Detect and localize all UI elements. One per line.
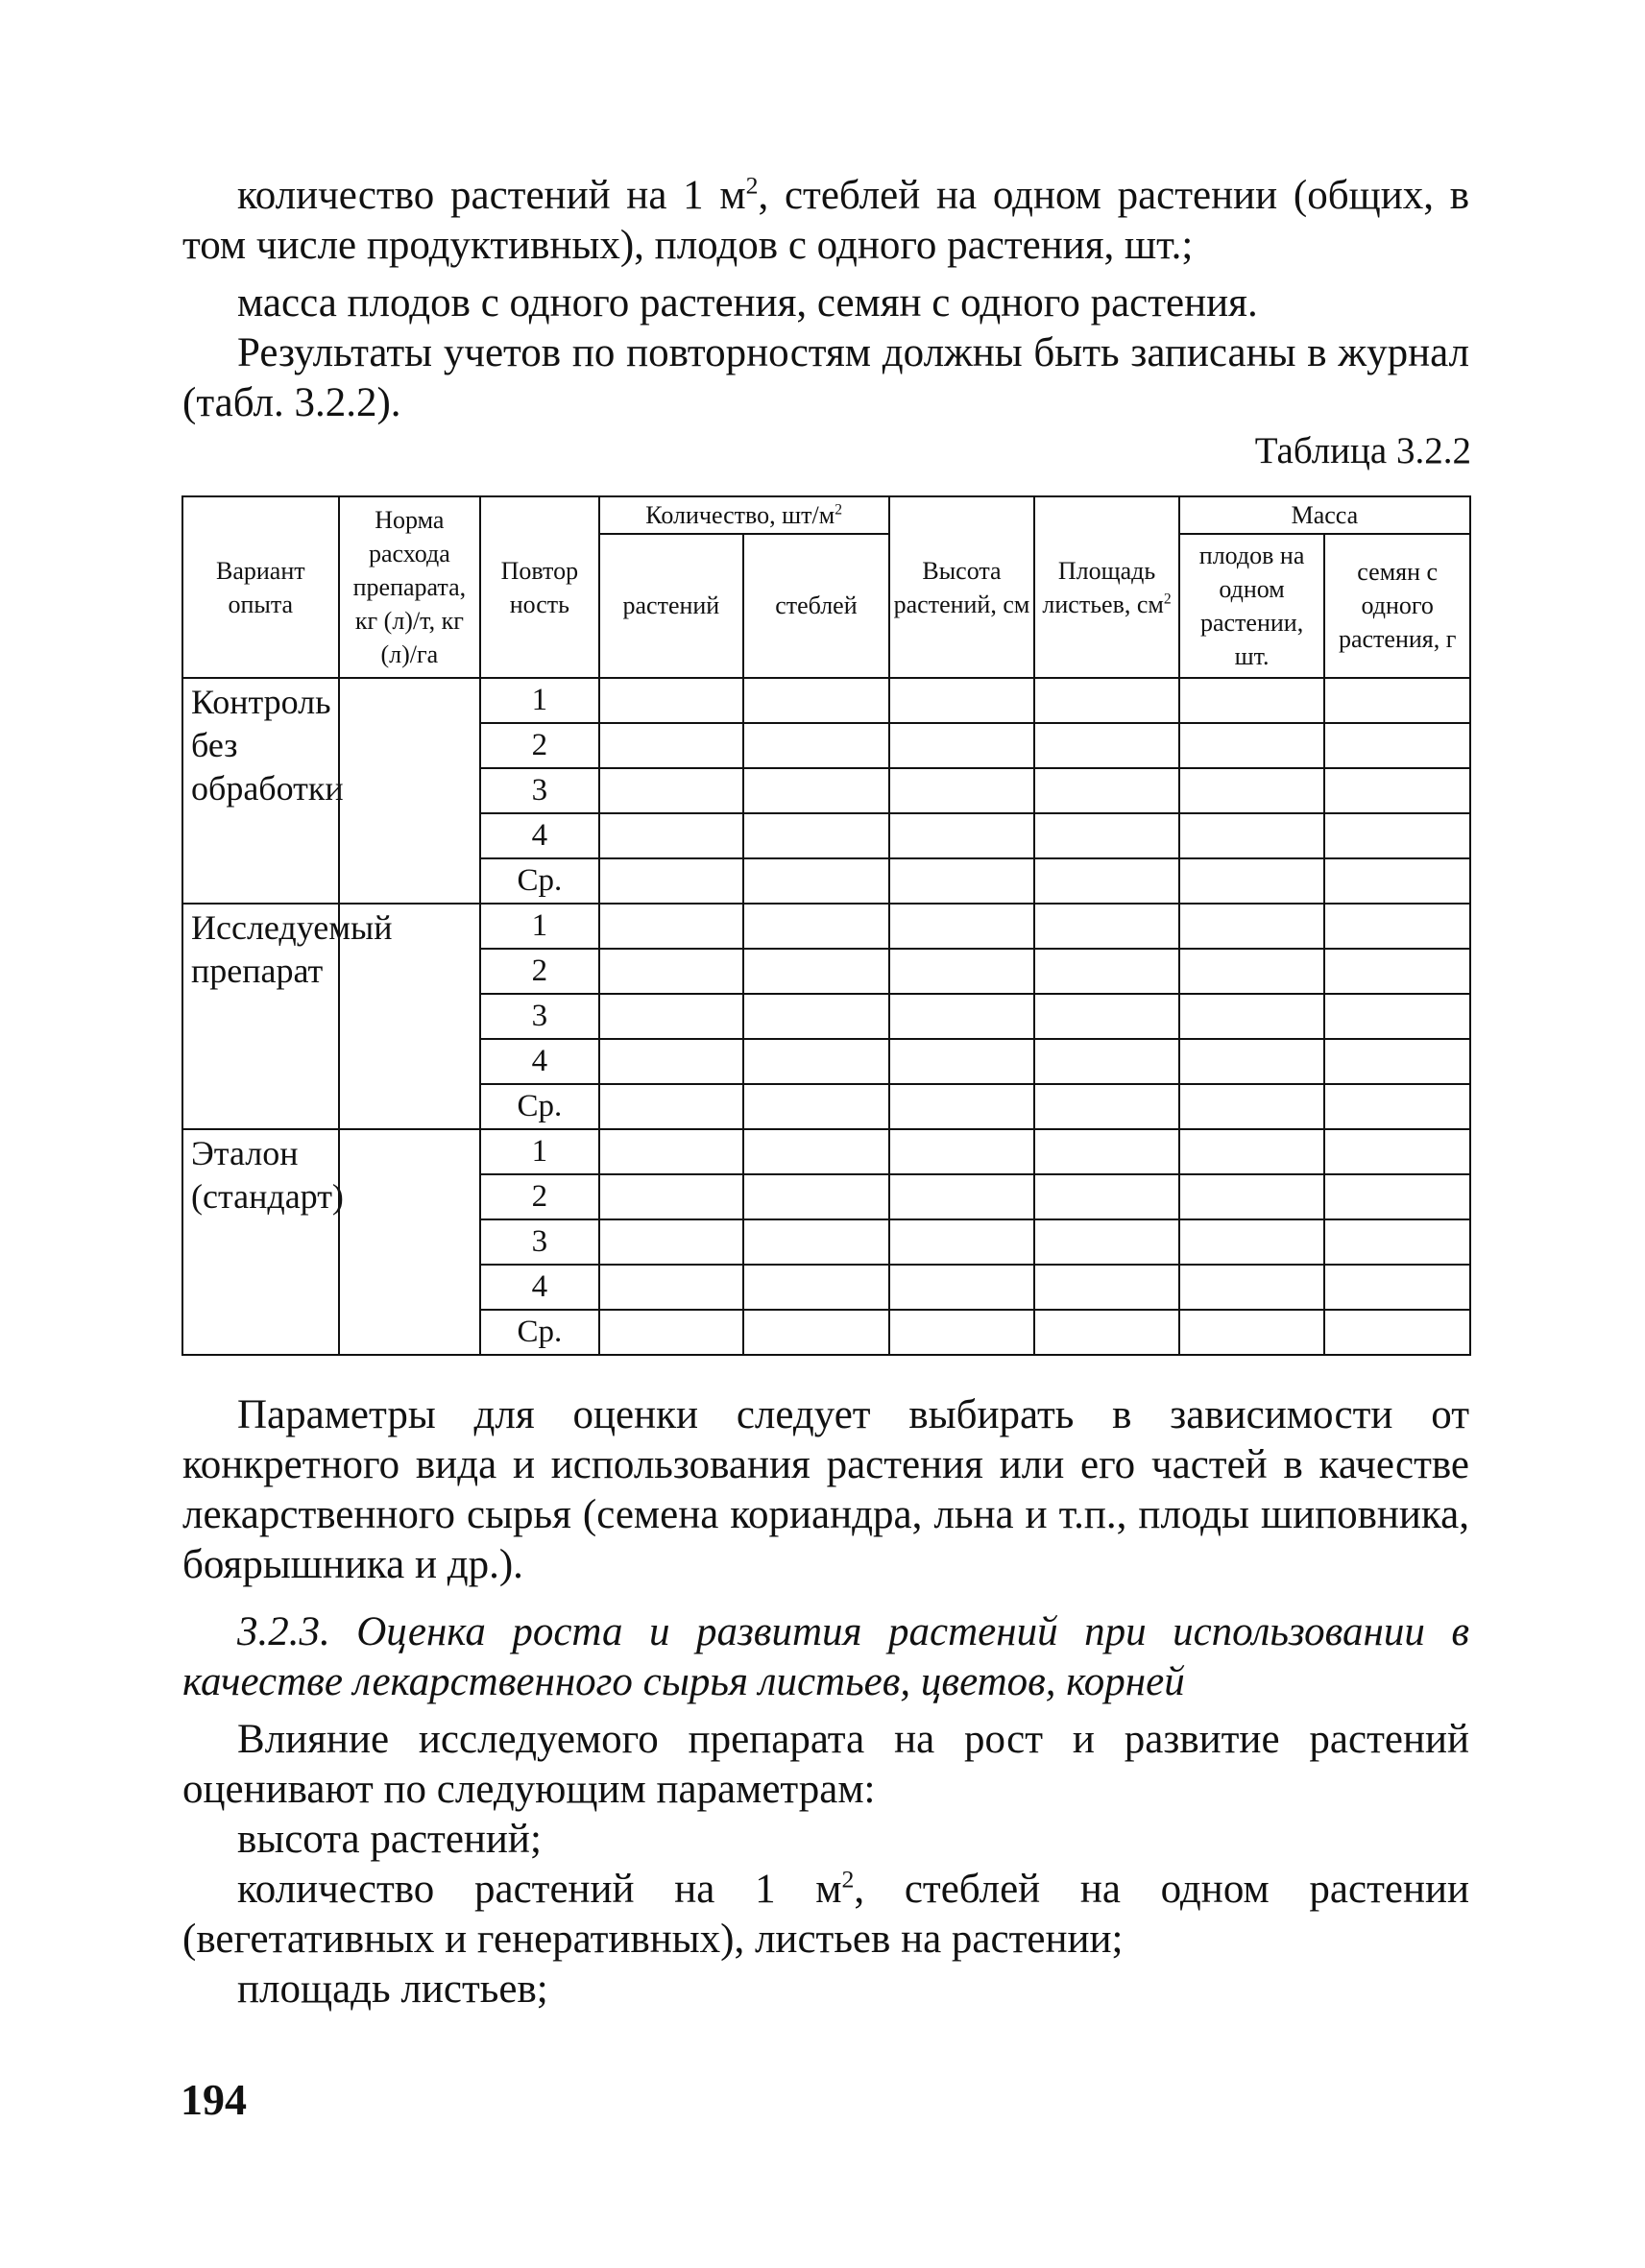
paragraph-results: Результаты учетов по повторностям должны быть записаны в журнал (табл. 3.2.2). bbox=[182, 330, 1469, 425]
table-cell bbox=[889, 768, 1035, 813]
table-cell bbox=[599, 1219, 744, 1265]
table-cell bbox=[1324, 949, 1470, 994]
table-cell bbox=[889, 904, 1035, 949]
table-cell bbox=[743, 678, 889, 723]
table-cell bbox=[1324, 1174, 1470, 1219]
table-cell bbox=[743, 949, 889, 994]
table-cell bbox=[1324, 1219, 1470, 1265]
table-cell bbox=[1179, 994, 1325, 1039]
header-variant: Вариант опыта bbox=[182, 496, 339, 678]
table-cell bbox=[889, 949, 1035, 994]
repeat-cell: 2 bbox=[480, 949, 598, 994]
table-cell bbox=[743, 858, 889, 904]
table-cell bbox=[1324, 1310, 1470, 1355]
table-cell bbox=[1179, 813, 1325, 858]
header-plants: растений bbox=[599, 534, 744, 678]
repeat-cell: 3 bbox=[480, 994, 598, 1039]
table-cell bbox=[599, 813, 744, 858]
table-cell bbox=[743, 768, 889, 813]
table-cell bbox=[1179, 1219, 1325, 1265]
table-cell bbox=[743, 1265, 889, 1310]
table-cell bbox=[599, 1084, 744, 1129]
repeat-cell-average: Ср. bbox=[480, 1084, 598, 1129]
paragraph-influence: Влияние исследуемого препарата на рост и развитие растений оценивают по следующим параметрам: bbox=[182, 1717, 1469, 1812]
table-cell bbox=[1179, 904, 1325, 949]
table-cell bbox=[1324, 1084, 1470, 1129]
table-cell bbox=[1034, 1310, 1179, 1355]
table-cell bbox=[1179, 949, 1325, 994]
table-cell bbox=[1034, 1265, 1179, 1310]
table-cell bbox=[1034, 813, 1179, 858]
table-cell bbox=[889, 1084, 1035, 1129]
repeat-cell: 4 bbox=[480, 1265, 598, 1310]
repeat-cell: 1 bbox=[480, 1129, 598, 1174]
table-cell bbox=[599, 949, 744, 994]
table-cell bbox=[743, 1219, 889, 1265]
table-cell bbox=[889, 1129, 1035, 1174]
table-cell bbox=[1324, 904, 1470, 949]
table-cell bbox=[599, 994, 744, 1039]
table-cell bbox=[743, 1039, 889, 1084]
page-number: 194 bbox=[181, 2075, 247, 2124]
table-cell bbox=[1034, 1039, 1179, 1084]
table-cell bbox=[743, 1174, 889, 1219]
table-cell bbox=[743, 904, 889, 949]
table-cell bbox=[599, 678, 744, 723]
table-cell bbox=[743, 994, 889, 1039]
table-cell bbox=[889, 1265, 1035, 1310]
header-norm: Норма расхода препарата, кг (л)/т, кг (л)/га bbox=[339, 496, 481, 678]
header-mass: Масса bbox=[1179, 496, 1470, 534]
repeat-cell: 1 bbox=[480, 678, 598, 723]
list-item-leaf-area: площадь листьев; bbox=[237, 1966, 548, 2012]
table-cell bbox=[1034, 768, 1179, 813]
table-cell bbox=[599, 1265, 744, 1310]
repeat-cell: 3 bbox=[480, 1219, 598, 1265]
table-cell bbox=[1034, 994, 1179, 1039]
table-cell bbox=[889, 1174, 1035, 1219]
table-cell bbox=[1179, 1310, 1325, 1355]
table-cell bbox=[743, 723, 889, 768]
table-cell bbox=[599, 904, 744, 949]
table-cell bbox=[1179, 858, 1325, 904]
variant-test-preparation: Исследуемый препарат bbox=[182, 904, 339, 1129]
repeat-cell: 4 bbox=[480, 1039, 598, 1084]
repeat-cell-average: Ср. bbox=[480, 858, 598, 904]
table-cell bbox=[889, 1039, 1035, 1084]
section-heading: 3.2.3. Оценка роста и развития растений при использовании в качестве лекарственного сырья листьев, цветов, корней bbox=[182, 1609, 1469, 1704]
table-cell bbox=[889, 1219, 1035, 1265]
table-cell bbox=[889, 723, 1035, 768]
header-height: Высота растений, см bbox=[889, 496, 1035, 678]
table-cell bbox=[1179, 768, 1325, 813]
table-cell bbox=[599, 858, 744, 904]
table-caption: Таблица 3.2.2 bbox=[1254, 430, 1471, 471]
paragraph-fruit-mass: масса плодов с одного растения, семян с одного растения. bbox=[237, 280, 1258, 326]
table-cell bbox=[599, 768, 744, 813]
table-cell bbox=[889, 858, 1035, 904]
repeat-cell: 2 bbox=[480, 1174, 598, 1219]
table-cell bbox=[889, 1310, 1035, 1355]
table-cell bbox=[1034, 1174, 1179, 1219]
table-cell bbox=[743, 1129, 889, 1174]
table-cell bbox=[1034, 904, 1179, 949]
header-fruit-mass: плодов на одном растении, шт. bbox=[1179, 534, 1325, 678]
table-cell bbox=[1034, 1084, 1179, 1129]
repeat-cell: 2 bbox=[480, 723, 598, 768]
list-item-height: высота растений; bbox=[237, 1817, 542, 1862]
norm-cell bbox=[339, 678, 481, 904]
table-cell bbox=[599, 1310, 744, 1355]
header-seed-mass: семян с одного растения, г bbox=[1324, 534, 1470, 678]
header-leaf-area: Площадь листьев, $см^2$ bbox=[1034, 496, 1179, 678]
header-count: Количество, $шт/м^2$ bbox=[599, 496, 889, 534]
table-cell bbox=[1324, 858, 1470, 904]
table-cell bbox=[1324, 994, 1470, 1039]
table-cell bbox=[1324, 1129, 1470, 1174]
table-cell bbox=[599, 1129, 744, 1174]
list-item-count: количество растений на 1 $м^2$, стеблей на одном растении (вегетативных и генеративных), листьев на растении; bbox=[182, 1865, 1469, 1962]
table-cell bbox=[1034, 1129, 1179, 1174]
table-cell bbox=[599, 1039, 744, 1084]
paragraph-parameters: Параметры для оценки следует выбирать в зависимости от конкретного вида и использования растения или его частей в качестве лекарственного сырья (семена кориандра, льна и т.п., плоды шиповника, боярышника и др.). bbox=[182, 1392, 1469, 1587]
table-cell bbox=[743, 813, 889, 858]
journal-table bbox=[181, 495, 1471, 1356]
table-cell bbox=[1179, 678, 1325, 723]
table-cell bbox=[1179, 1174, 1325, 1219]
table-cell bbox=[1324, 768, 1470, 813]
repeat-cell: 1 bbox=[480, 904, 598, 949]
header-repeat: Повтор ность bbox=[480, 496, 598, 678]
table-cell bbox=[1324, 1039, 1470, 1084]
table-cell bbox=[889, 813, 1035, 858]
table-cell bbox=[1324, 1265, 1470, 1310]
table-cell bbox=[1324, 813, 1470, 858]
table-cell bbox=[1179, 1084, 1325, 1129]
table-cell bbox=[1179, 723, 1325, 768]
table-cell bbox=[1034, 1219, 1179, 1265]
table-cell bbox=[743, 1310, 889, 1355]
table-cell bbox=[1179, 1265, 1325, 1310]
table-cell bbox=[743, 1084, 889, 1129]
table-cell bbox=[599, 1174, 744, 1219]
table-cell bbox=[599, 723, 744, 768]
table-cell bbox=[1179, 1039, 1325, 1084]
table-cell bbox=[1034, 723, 1179, 768]
norm-cell bbox=[339, 1129, 481, 1355]
paragraph-plant-count: количество растений на 1 $м^2$, стеблей на одном растении (общих, в том числе продуктивных), плодов с одного растения, шт.; bbox=[182, 171, 1470, 268]
variant-standard: Эталон (стандарт) bbox=[182, 1129, 339, 1355]
parameters-block bbox=[182, 1715, 1469, 2015]
table-cell bbox=[1324, 723, 1470, 768]
table-cell bbox=[889, 678, 1035, 723]
table-cell bbox=[1034, 678, 1179, 723]
table-cell bbox=[1034, 949, 1179, 994]
repeat-cell: 3 bbox=[480, 768, 598, 813]
table-cell bbox=[889, 994, 1035, 1039]
table-cell bbox=[1179, 1129, 1325, 1174]
repeat-cell: 4 bbox=[480, 813, 598, 858]
repeat-cell-average: Ср. bbox=[480, 1310, 598, 1355]
header-stems: стеблей bbox=[743, 534, 889, 678]
table-cell bbox=[1034, 858, 1179, 904]
table-cell bbox=[1324, 678, 1470, 723]
variant-control: Контроль без обработки bbox=[182, 678, 339, 904]
